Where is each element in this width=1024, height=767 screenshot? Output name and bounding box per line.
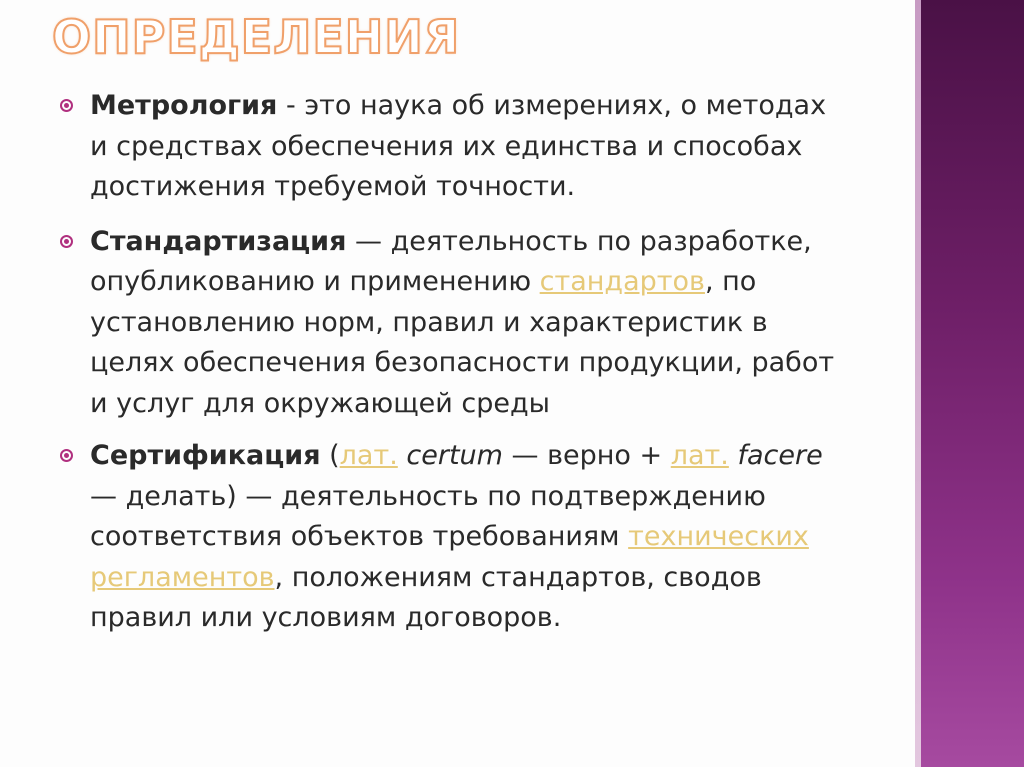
list-item-metrology — [60, 86, 850, 208]
bullet-icon — [60, 235, 73, 248]
latin-word-facere: facere — [737, 440, 823, 471]
item-text — [90, 86, 850, 208]
definition-text: — верно + — [502, 440, 671, 471]
latin-word-certum: certum — [406, 440, 503, 471]
list-item-standardization — [60, 222, 850, 425]
term-metrology: Метрология — [90, 90, 278, 121]
definition-text: , положениям стандартов, сводов правил или условиям договоров. — [90, 561, 762, 633]
item-text — [90, 222, 850, 425]
link-standards[interactable]: стандартов — [539, 266, 705, 297]
definition-text: — деятельность по разработке, опубликованию и применению — [90, 225, 812, 297]
bullet-icon — [60, 449, 73, 462]
definition-text: - это наука об измерениях, о методах и средствах обеспечения их единства и способах достижения требуемой точности. — [90, 90, 827, 202]
open-paren: ( — [320, 440, 340, 471]
decorative-side-bar — [915, 0, 1024, 767]
link-technical-regulations[interactable]: технических регламентов — [90, 521, 809, 593]
link-latin-1[interactable]: лат. — [339, 440, 398, 471]
definition-text: , по установлению норм, правил и характеристик в целях обеспечения безопасности продукции, работ и услуг для окружающей среды — [90, 266, 835, 419]
definitions-list — [60, 86, 850, 653]
list-item-certification — [60, 436, 850, 639]
link-latin-2[interactable]: лат. — [670, 440, 729, 471]
term-standardization: Стандартизация — [90, 225, 347, 257]
definition-text: — делать) — деятельность по подтверждению соответствия объектов требованиям — [90, 480, 766, 552]
slide-title: ОПРЕДЕЛЕНИЯ — [52, 10, 461, 64]
bullet-icon — [60, 99, 73, 112]
term-certification: Сертификация — [90, 440, 321, 471]
item-text — [90, 436, 850, 639]
